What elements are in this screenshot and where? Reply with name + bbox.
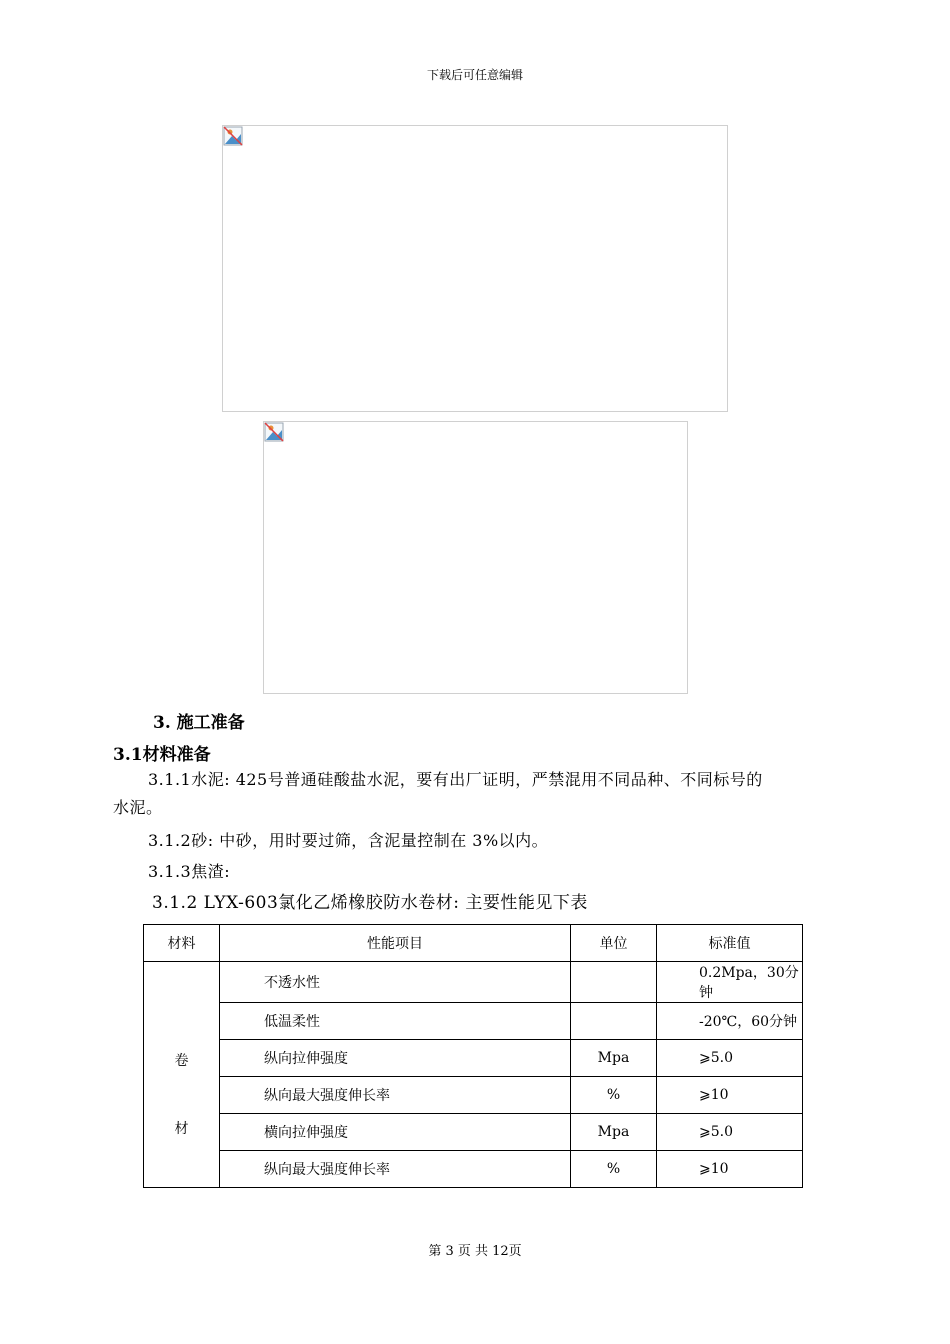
table-row — [144, 1077, 803, 1114]
row-unit: Mpa — [571, 1040, 657, 1077]
table-row — [144, 962, 803, 1003]
material-char-1: 卷 — [174, 1052, 189, 1069]
row-unit — [571, 962, 657, 1003]
page-header: 下载后可任意编辑 — [426, 68, 523, 82]
paragraph-sand: 3.1.2砂: 中砂，用时要过筛，含泥量控制在 3%以内。 — [148, 831, 549, 850]
row-unit — [571, 1003, 657, 1040]
row-item: 纵向最大强度伸长率 — [220, 1151, 571, 1188]
paragraph-cinder: 3.1.3焦渣: — [148, 862, 231, 881]
broken-image-icon — [264, 422, 284, 442]
header-item: 性能项目 — [220, 925, 571, 962]
row-standard: ⩾10 — [657, 1151, 803, 1188]
page-footer: 第 3 页 共 12页 — [428, 1244, 522, 1259]
table-row — [144, 1151, 803, 1188]
spec-table — [143, 924, 803, 1188]
row-unit: % — [571, 1077, 657, 1114]
row-standard: ⩾10 — [657, 1077, 803, 1114]
row-item: 纵向拉伸强度 — [220, 1040, 571, 1077]
header-standard: 标准值 — [657, 925, 803, 962]
row-standard: 0.2Mpa，30分钟 — [657, 962, 803, 1003]
table-row — [144, 1040, 803, 1077]
header-material: 材料 — [144, 925, 220, 962]
row-item: 低温柔性 — [220, 1003, 571, 1040]
image-placeholder-1 — [222, 125, 728, 412]
row-item: 纵向最大强度伸长率 — [220, 1077, 571, 1114]
paragraph-membrane: 3.1.2 LYX-603氯化乙烯橡胶防水卷材: 主要性能见下表 — [152, 893, 588, 913]
table-row — [144, 1114, 803, 1151]
section-heading: 3. 施工准备 — [153, 713, 245, 733]
row-standard: ⩾5.0 — [657, 1114, 803, 1151]
section-subheading: 3.1材料准备 — [113, 745, 211, 765]
row-unit: Mpa — [571, 1114, 657, 1151]
material-char-2: 材 — [174, 1120, 189, 1137]
broken-image-icon — [223, 126, 243, 146]
table-header-row — [144, 925, 803, 962]
row-item: 不透水性 — [220, 962, 571, 1003]
row-standard: ⩾5.0 — [657, 1040, 803, 1077]
material-cell — [144, 962, 220, 1188]
image-placeholder-2 — [263, 421, 688, 694]
paragraph-cement-cont: 水泥。 — [113, 798, 163, 817]
paragraph-cement: 3.1.1水泥: 425号普通硅酸盐水泥，要有出厂证明，严禁混用不同品种、不同标号的 — [148, 770, 763, 789]
row-unit: % — [571, 1151, 657, 1188]
row-item: 横向拉伸强度 — [220, 1114, 571, 1151]
row-standard: -20℃，60分钟 — [657, 1003, 803, 1040]
header-unit: 单位 — [571, 925, 657, 962]
table-row — [144, 1003, 803, 1040]
